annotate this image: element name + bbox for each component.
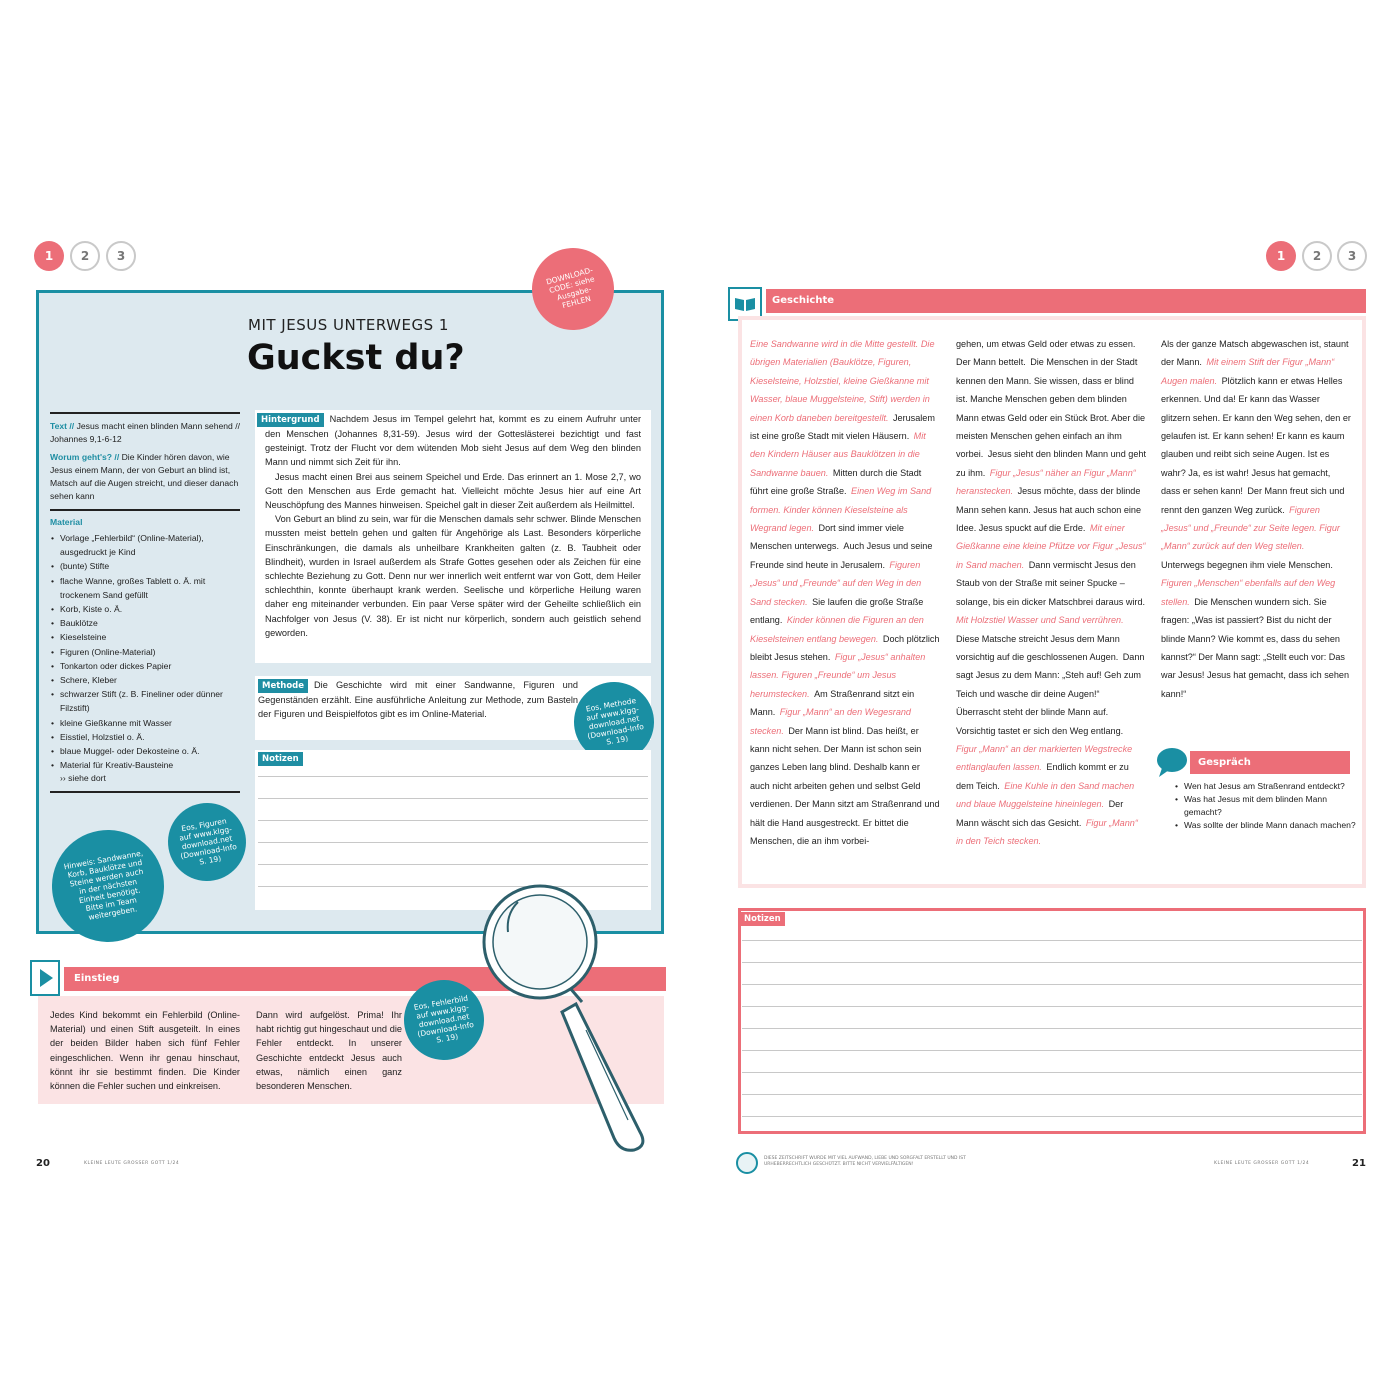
publisher-logo (736, 1152, 758, 1174)
note-line (258, 820, 648, 821)
story-text: Doch plötzlich bleibt Jesus stehen. (750, 633, 940, 662)
material-item: • Figuren (Online-Material) (60, 645, 240, 659)
methode-download-text: Eos, Methode auf www.klgg-download.net (Download-Info S. 19) (585, 695, 645, 747)
info-column (50, 412, 240, 793)
note-line (742, 962, 1362, 963)
story-text: Der Mann freut sich und rennt den ganzen Weg zurück. (1161, 486, 1345, 515)
story-text: Sie laufen die große Straße entlang. (750, 596, 924, 626)
material-item: • flache Wanne, großes Tablett o. Ä. mit trockenem Sand gefüllt (60, 574, 240, 602)
story-text: gehen, um etwas Geld oder etwas zu essen. Der Mann bettelt. (956, 339, 1136, 368)
einstieg-col2 (256, 1008, 402, 1093)
story-instruction: Figur „Mann“ in den Teich stecken. (956, 817, 1138, 846)
story-instruction: Figuren „Jesus“ und „Freunde“ zur Seite legen. Figur „Mann“ zurück auf den Weg stellen. (1161, 504, 1340, 552)
play-icon (40, 969, 53, 987)
gespraech-icon (1154, 744, 1190, 780)
notizen-lines-left (258, 776, 648, 887)
step-2-indicator-right: 2 (1302, 241, 1332, 271)
story-text: Am Straßenrand sitzt ein Mann. (750, 688, 915, 718)
story-text: Unterwegs begegnen ihm viele Menschen. (1161, 559, 1333, 570)
why-value: Die Kinder hören davon, wie Jesus einem Mann, der von Geburt an blind ist, Matsch auf die Augen streicht, und dieser danach sehen kann (50, 452, 239, 501)
story-instruction: Figur „Jesus“ anhalten lassen. Figuren „Freunde“ um Jesus herumstecken. (750, 651, 926, 699)
story-text: Dort sind immer viele Menschen unterwegs. (750, 523, 904, 552)
story-text: Die Menschen wundern sich. Sie fragen: „Was ist passiert? Bist du nicht der blinde Mann? Wie kommt es, dass du sehen kannst?“ Der Mann sagt: „Stellt euch vor: Das war Jesus! Jesus hat gemacht, dass ich sehen kann!“ (1161, 596, 1350, 699)
step-2-indicator: 2 (70, 241, 100, 271)
story-column-3 (1161, 334, 1351, 702)
hintergrund-p1-wrap (261, 412, 641, 470)
methode-wrap (258, 678, 578, 721)
note-line (258, 798, 648, 799)
material-item: • Tonkarton oder dickes Papier (60, 659, 240, 673)
notizen-label-right: Notizen (740, 912, 785, 926)
story-text: Der Mann ist blind. Das heißt, er kann nicht sehen. Der Mann ist schon sein ganzes Leben lang blind. Deshalb kann er auch nicht arbeiten gehen und selbst Geld verdienen. Der Mann sitzt am Straßenrand und hält die Hand ausgestreckt. Er bittet die Menschen, die an ihm vorbei- (750, 725, 940, 846)
einstieg-text-1: Jedes Kind bekommt ein Fehlerbild (Online-Material) und einen Stift ausgeteilt. In eines der beiden Bilder haben sich fünf Fehler eingeschlichen. Wenn ihr genau hinschaut, könnt ihr sie bestimmt finden. Die Kinder können die Fehler suchen und einkreisen. (50, 1010, 240, 1092)
note-line (742, 1050, 1362, 1051)
note-line (742, 984, 1362, 985)
material-item: • blaue Muggel- oder Dekosteine o. Ä. (60, 744, 240, 758)
story-instruction: Figur „Jesus“ näher an Figur „Mann“ heranstecken. (956, 467, 1136, 497)
note-line (742, 1116, 1362, 1117)
step-1-indicator-right: 1 (1266, 241, 1296, 271)
methode-text: Die Geschichte wird mit einer Sandwanne, Figuren und Gegenständen erzählt. Eine ausführliche Anleitung zur Methode, zum Basteln der Figuren und Beispielfotos gibt es im Online-Material. (258, 680, 578, 720)
material-label: Material (50, 517, 83, 527)
story-instruction: Figuren „Menschen“ ebenfalls auf den Weg stellen. (1161, 578, 1336, 607)
story-text: Plötzlich kann er etwas Helles erkennen. Und da! Er kann das Wasser glitzern sehen. Er kann den Weg sehen, den er gelaufen ist. Er kann sehen! Er kann es kaum glauben und reibt sich seine Augen. Ist es wahr? Ja, es ist wahr! Jesus hat gemacht, dass er sehen kann! (1161, 375, 1351, 497)
methode-content (258, 678, 578, 721)
notizen-label-left: Notizen (258, 752, 303, 766)
step-1-indicator: 1 (34, 241, 64, 271)
story-text: Der Mann wäscht sich das Gesicht. (956, 799, 1124, 828)
story-instruction: Mit den Kindern Häuser aus Bauklötzen in die Sandwanne bauen. (750, 431, 926, 478)
story-instruction: Kinder können die Figuren an den Kieselsteinen entlang bewegen. (750, 615, 924, 644)
hintergrund-label: Hintergrund (257, 413, 324, 427)
story-instruction: Eine Sandwanne wird in die Mitte gestellt. Die übrigen Materialien (Bauklötze, Figuren, Kieselsteine, Holzstiel, kleine Gießkanne mit Wasser, blaue Muggelsteine, Stift) werden in einen Korb daneben bereitgestellt. (750, 339, 935, 423)
story-instruction: Eine Kuhle in den Sand machen und blaue Muggelsteine hineinlegen. (956, 780, 1135, 810)
hintergrund-p3: Von Geburt an blind zu sein, war für die Menschen damals sehr schwer. Blinde Menschen mussten meist betteln gehen und galten für Angehörige als Last. Besonders körperliche Einschränkungen, die damals als unheilbare Krankheiten galten (z. B. Taubheit oder Blindheit), wurden in Israel außerdem als Strafe Gottes gesehen oder als Zeichen für eine schlechte Beziehung zu Gott. Denn nur wer innerlich weit entfernt war von Gott, dem Heiler schlechthin, konnte überhaupt krank werden. Seelische und körperliche Heilung waren daher eng miteinander verbunden. Ein paar Verse später wird der Geheilte schließlich ein Nachfolger von Jesus (V. 38). Er ist nicht nur körperlich, sondern auch geistlich sehend geworden. (265, 514, 641, 638)
step-3-indicator-right: 3 (1337, 241, 1367, 271)
material-more: ›› siehe dort (60, 773, 106, 784)
material-item: • Korb, Kiste o. Ä. (60, 602, 240, 616)
story-instruction: Mit einer Gießkanne eine kleine Pfütze vor Figur „Jesus“ in Sand machen. (956, 523, 1146, 570)
text-value: Jesus macht einen blinden Mann sehend // Johannes 9,1-6-12 (50, 421, 240, 444)
gespraech-bar (1190, 751, 1350, 774)
gespraech-question: • Was hat Jesus mit dem blinden Mann gemacht? (1184, 793, 1356, 819)
magnifying-glass-icon (478, 880, 678, 1160)
note-line (742, 1072, 1362, 1073)
story-text: Dann vermischt Jesus den Staub von der Straße mit seiner Spucke – solange, bis ein dicker Matschbrei daraus wird. (956, 559, 1146, 607)
material-list (50, 531, 240, 772)
einstieg-text-2: Dann wird aufgelöst. Prima! Ihr habt richtig gut hingeschaut und die Fehler entdeckt. In unserer Geschichte entdeckt Jesus auch etwas, nämlich einen ganz besonderen Menschen. (256, 1010, 402, 1092)
page-number-right: 21 (1352, 1158, 1366, 1169)
einstieg-icon (30, 960, 60, 996)
step-3-indicator: 3 (106, 241, 136, 271)
story-text: Jerusalem ist eine große Stadt mit vielen Häusern. (750, 412, 935, 442)
footer-right: KLEINE LEUTE GROSSER GOTT 1/24 (1214, 1161, 1310, 1166)
einstieg-label: Einstieg (74, 973, 120, 984)
story-text: Dann sagt Jesus zu dem Mann: „Steh auf! Geh zum Teich und wasche dir deine Augen!“ Überrascht steht der blinde Mann auf. Vorsichtig tastet er sich den Weg entlang. (956, 651, 1145, 736)
figuren-download-text: Eos, Figuren auf www.klgg-download.net (Download-Info S. 19) (178, 815, 238, 867)
note-line (742, 940, 1362, 941)
page-title: Guckst du? (247, 338, 465, 378)
hinweis-text: Hinweis: Sandwanne, Korb, Bauklötze und Steine werden auch in der nächsten Einheit benötigt. Bitte im Team weitergeben. (63, 848, 144, 922)
story-text: Auch Jesus und seine Freunde sind heute in Jerusalem. (750, 541, 933, 570)
story-instruction: Figur „Mann“ an der markierten Wegstrecke entlanglaufen lassen. (956, 743, 1133, 773)
hintergrund-p1: Nachdem Jesus im Tempel gelehrt hat, kommt es zu einem Aufruhr unter den Menschen (Johannes 8,31-59). Jesus wird der Gotteslästerei bezichtigt und fast gesteinigt. Trotz der Flucht vor dem wütenden Mob sieht Jesus auf dem Weg den blinden Mann und nimmt sich Zeit für ihn. (265, 414, 641, 468)
story-column-1 (750, 334, 940, 849)
text-label: Text // (50, 421, 75, 431)
note-line (742, 1006, 1362, 1007)
story-instruction: Figuren „Jesus“ und „Freunde“ auf den Weg in den Sand stecken. (750, 559, 922, 607)
gespraech-question: • Was sollte der blinde Mann danach machen? (1184, 819, 1356, 832)
story-text: Als der ganze Matsch abgewaschen ist, staunt der Mann. (1161, 339, 1349, 368)
why-block (50, 451, 240, 503)
page-number-left: 20 (36, 1158, 50, 1169)
fehlerbild-download-text: Eos, Fehlerbild auf www.klgg-download.net (Download-Info S. 19) (413, 993, 475, 1045)
story-column-2 (956, 334, 1146, 849)
material-item: • kleine Gießkanne mit Wasser (60, 716, 240, 730)
note-line (258, 842, 648, 843)
series-title: MIT JESUS UNTERWEGS 1 (248, 316, 449, 334)
gespraech-label: Gespräch (1198, 757, 1251, 768)
story-text: Diese Matsche streicht Jesus dem Mann vorsichtig auf die geschlossenen Augen. (956, 633, 1120, 662)
notizen-lines-right (742, 940, 1362, 1117)
story-text: Jesus sieht den blinden Mann und geht zu ihm. (956, 449, 1146, 478)
text-reference (50, 420, 240, 446)
material-item: • Schere, Kleber (60, 673, 240, 687)
footer-left: KLEINE LEUTE GROSSER GOTT 1/24 (84, 1161, 180, 1166)
material-item: • Eisstiel, Holzstiel o. Ä. (60, 730, 240, 744)
material-item: • Kieselsteine (60, 630, 240, 644)
copyright-notice: DIESE ZEITSCHRIFT WURDE MIT VIEL AUFWAND, LIEBE UND SORGFALT ERSTELLT UND IST URHEBERRECHTLICH GESCHÜTZT. BITTE NICHT VERVIELFÄLTIGEN! (764, 1156, 966, 1167)
gespraech-list (1174, 780, 1356, 832)
download-code-text: DOWNLOAD-CODE: siehe Ausgabe-FEHLEN (545, 265, 596, 311)
book-icon (734, 296, 756, 312)
story-instruction: Mit einem Stift der Figur „Mann“ Augen malen. (1161, 357, 1335, 386)
material-item: • Bauklötze (60, 616, 240, 630)
gespraech-question: • Wen hat Jesus am Straßenrand entdeckt? (1184, 780, 1356, 793)
story-instruction: Mit Holzstiel Wasser und Sand verrühren. (956, 615, 1124, 626)
story-text: Jesus möchte, dass der blinde Mann sehen kann. Jesus hat auch schon eine Idee. Jesus spuckt auf die Erde. (956, 486, 1142, 534)
why-label: Worum geht's? // (50, 452, 120, 462)
speech-bubble-icon (1154, 744, 1190, 780)
material-item: • (bunte) Stifte (60, 559, 240, 573)
story-instruction: Einen Weg im Sand formen. Kinder können Kieselsteine als Wegrand legen. (750, 486, 932, 534)
material-item: • Vorlage „Fehlerbild“ (Online-Material), ausgedruckt je Kind (60, 531, 240, 559)
note-line (258, 776, 648, 777)
story-instruction: Figur „Mann“ an den Wegesrand stecken. (750, 707, 911, 736)
methode-label: Methode (258, 679, 308, 693)
geschichte-bar (766, 289, 1366, 313)
geschichte-label: Geschichte (772, 295, 835, 306)
note-line (742, 1028, 1362, 1029)
material-item: • Material für Kreativ-Bausteine (60, 758, 240, 772)
note-line (258, 864, 648, 865)
material-item: • schwarzer Stift (z. B. Fineliner oder dünner Filzstift) (60, 687, 240, 715)
hintergrund-p2: Jesus macht einen Brei aus seinem Speichel und Erde. Das erinnert an 1. Mose 2,7, wo Gott den Menschen aus Erde gemacht hat. Vielleicht möchte Jesus hier auf eine Art Neuschöpfung des Mannes hinweisen. Speichel galt in dieser Zeit außerdem als Heilmittel. (265, 471, 641, 511)
einstieg-col1 (50, 1008, 240, 1093)
note-line (742, 1094, 1362, 1095)
story-text: Endlich kommt er zu dem Teich. (956, 762, 1129, 791)
story-text: Mitten durch die Stadt führt eine große Straße. (750, 467, 922, 497)
story-text: Die Menschen in der Stadt kennen den Mann. Sie wissen, dass er blind ist. Manche Menschen geben dem blinden Mann etwas Geld oder ein Stück Brot. Aber die meisten Menschen gehen einfach an ihm vorbei. (956, 357, 1146, 460)
hintergrund-content (261, 412, 641, 640)
